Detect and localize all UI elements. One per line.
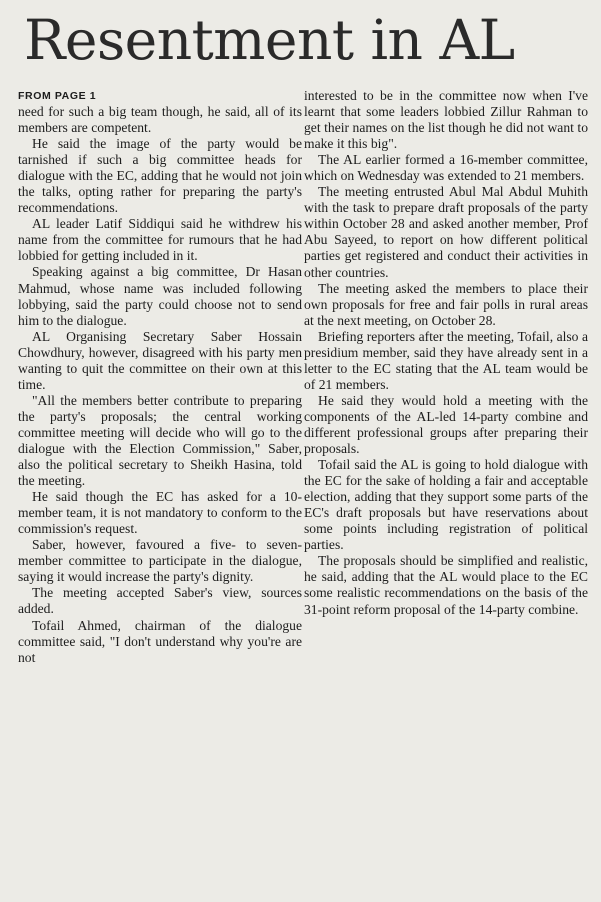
right-column xyxy=(304,88,588,666)
paragraph: AL Organising Secretary Saber Hossain Chowdhury, however, disagreed with his party men wanting to quit the committee on their own at this time. xyxy=(18,328,302,392)
paragraph: He said the image of the party would be tarnished if such a big committee heads for dialogue with the EC, adding that he would not join the talks, opting rather for preparing the party's recommendations. xyxy=(18,136,302,216)
paragraph: He said they would hold a meeting with the components of the AL-led 14-party combine and different professional groups after preparing their proposals. xyxy=(304,392,588,457)
paragraph: Tofail Ahmed, chairman of the dialogue committee said, "I don't understand why you're are not xyxy=(18,617,302,665)
paragraph: AL leader Latif Siddiqui said he withdrew his name from the committee for rumours that he had lobbied for getting included in it. xyxy=(18,216,302,264)
paragraph: Briefing reporters after the meeting, Tofail, also a presidium member, said they have already sent in a letter to the EC stating that the AL team would be of 21 members. xyxy=(304,328,588,392)
paragraph: "All the members better contribute to preparing the party's proposals; the central working committee meeting will decide who will go to the dialogue with the Election Commission," Saber, also the political secretary to Sheikh Hasina, told the meeting. xyxy=(18,392,302,489)
paragraph: Tofail said the AL is going to hold dialogue with the EC for the sake of holding a fair and acceptable election, adding that they support some parts of the EC's draft proposals but have reservations about some points including registration of political parties. xyxy=(304,457,588,553)
paragraph: Saber, however, favoured a five- to seven-member committee to participate in the dialogue, saying it would increase the party's dignity. xyxy=(18,537,302,585)
paragraph: The meeting asked the members to place their own proposals for free and fair polls in rural areas at the next meeting, on October 28. xyxy=(304,280,588,328)
paragraph: Speaking against a big committee, Dr Hasan Mahmud, whose name was included following lobbying, said the party could choose not to send him to the dialogue. xyxy=(18,264,302,328)
paragraph: interested to be in the committee now when I've learnt that some leaders lobbied Zillur Rahman to get their names on the list though he did not want to make it this big". xyxy=(304,88,588,152)
paragraph: The meeting entrusted Abul Mal Abdul Muhith with the task to prepare draft proposals of the party within October 28 and asked another member, Prof Abu Sayeed, to report on how different political parties get registered and conduct their activities in other countries. xyxy=(304,184,588,280)
headline: Resentment in AL xyxy=(24,8,515,72)
paragraph: need for such a big team though, he said, all of its members are competent. xyxy=(18,104,302,136)
kicker: FROM PAGE 1 xyxy=(18,90,97,102)
left-column xyxy=(18,88,302,666)
paragraph: The proposals should be simplified and realistic, he said, adding that the AL would place to the EC some realistic recommendations on the basis of the 31-point reform proposal of the 14-party combine. xyxy=(304,553,588,617)
article-body xyxy=(16,88,588,666)
paragraph: He said though the EC has asked for a 10-member team, it is not mandatory to conform to the commission's request. xyxy=(18,489,302,537)
paragraph: The AL earlier formed a 16-member committee, which on Wednesday was extended to 21 members. xyxy=(304,152,588,184)
paragraph: The meeting accepted Saber's view, sources added. xyxy=(18,585,302,617)
